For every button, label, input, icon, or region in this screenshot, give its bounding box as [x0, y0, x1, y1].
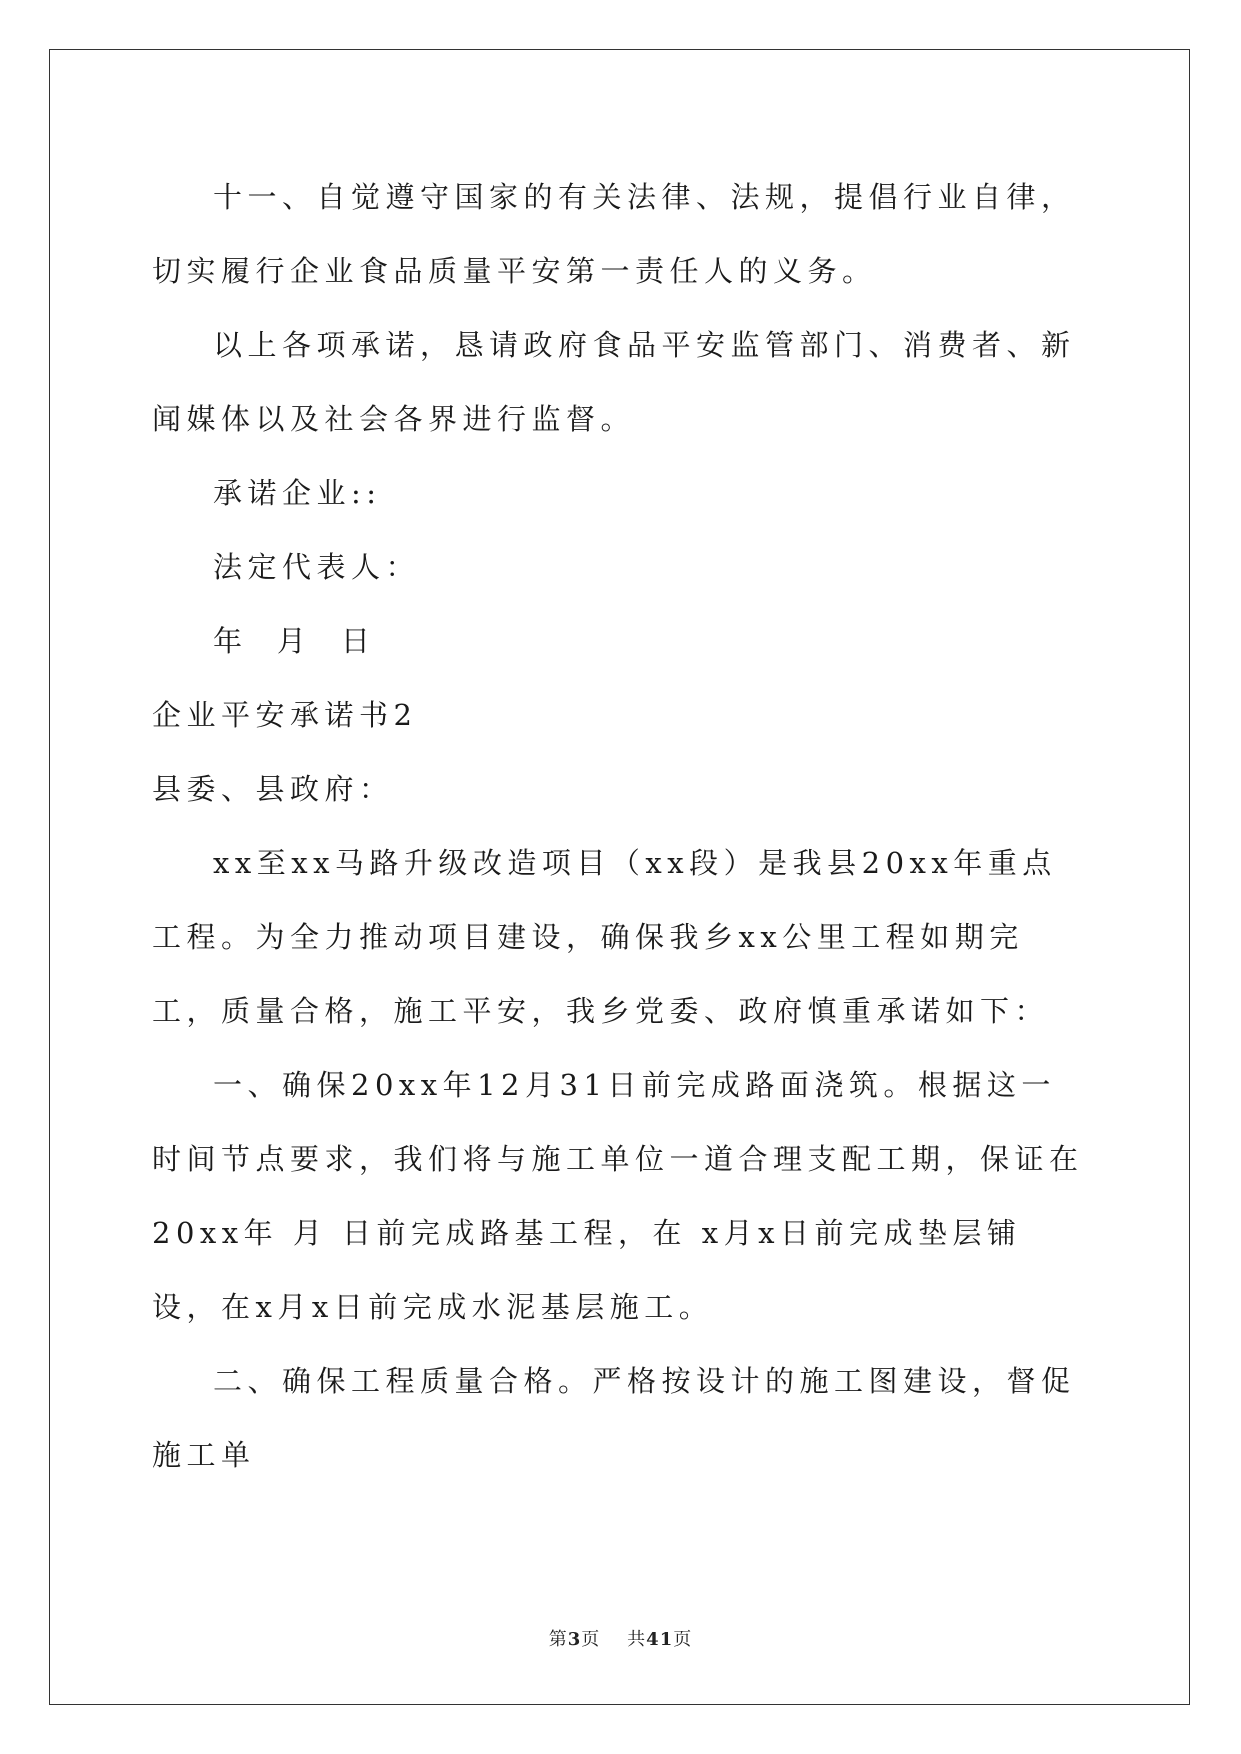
paragraph-project-intro: xx至xx马路升级改造项目（xx段）是我县20xx年重点工程。为全力推动项目建设，确保我乡xx公里工程如期完工，质量合格，施工平安，我乡党委、政府慎重承诺如下： [152, 846, 1057, 1028]
signature-company: 承诺企业:: [213, 476, 382, 510]
footer-page-word: 页 [581, 1629, 601, 1650]
paragraph-clause-11: 十一、自觉遵守国家的有关法律、法规，提倡行业自律，切实履行企业食品质量平安第一责任人的义务。 [152, 180, 1076, 288]
signature-date: 年 月 日 [213, 624, 376, 658]
paragraph-commitment-2: 二、确保工程质量合格。严格按设计的施工图建设，督促施工单 [152, 1364, 1076, 1472]
footer-prefix: 第 [548, 1629, 568, 1650]
section-title: 企业平安承诺书2 [152, 698, 418, 732]
document-body [152, 160, 1087, 1492]
paragraph-supervision-request: 以上各项承诺，恳请政府食品平安监管部门、消费者、新闻媒体以及社会各界进行监督。 [152, 328, 1076, 436]
total-pages-number: 41 [646, 1629, 674, 1650]
page-footer [0, 1625, 1241, 1651]
signature-legal-representative: 法定代表人： [213, 550, 421, 584]
footer-total-prefix: 共 [627, 1629, 647, 1650]
salutation: 县委、县政府： [152, 772, 394, 806]
paragraph-commitment-1: 一、确保20xx年12月31日前完成路面浇筑。根据这一时间节点要求，我们将与施工单位一道合理支配工期，保证在20xx年 月 日前完成路基工程，在 x月x日前完成垫层铺设，在x月x日前完成水泥基层施工。 [152, 1068, 1084, 1324]
footer-total-suffix: 页 [673, 1629, 693, 1650]
current-page-number: 3 [567, 1629, 582, 1650]
